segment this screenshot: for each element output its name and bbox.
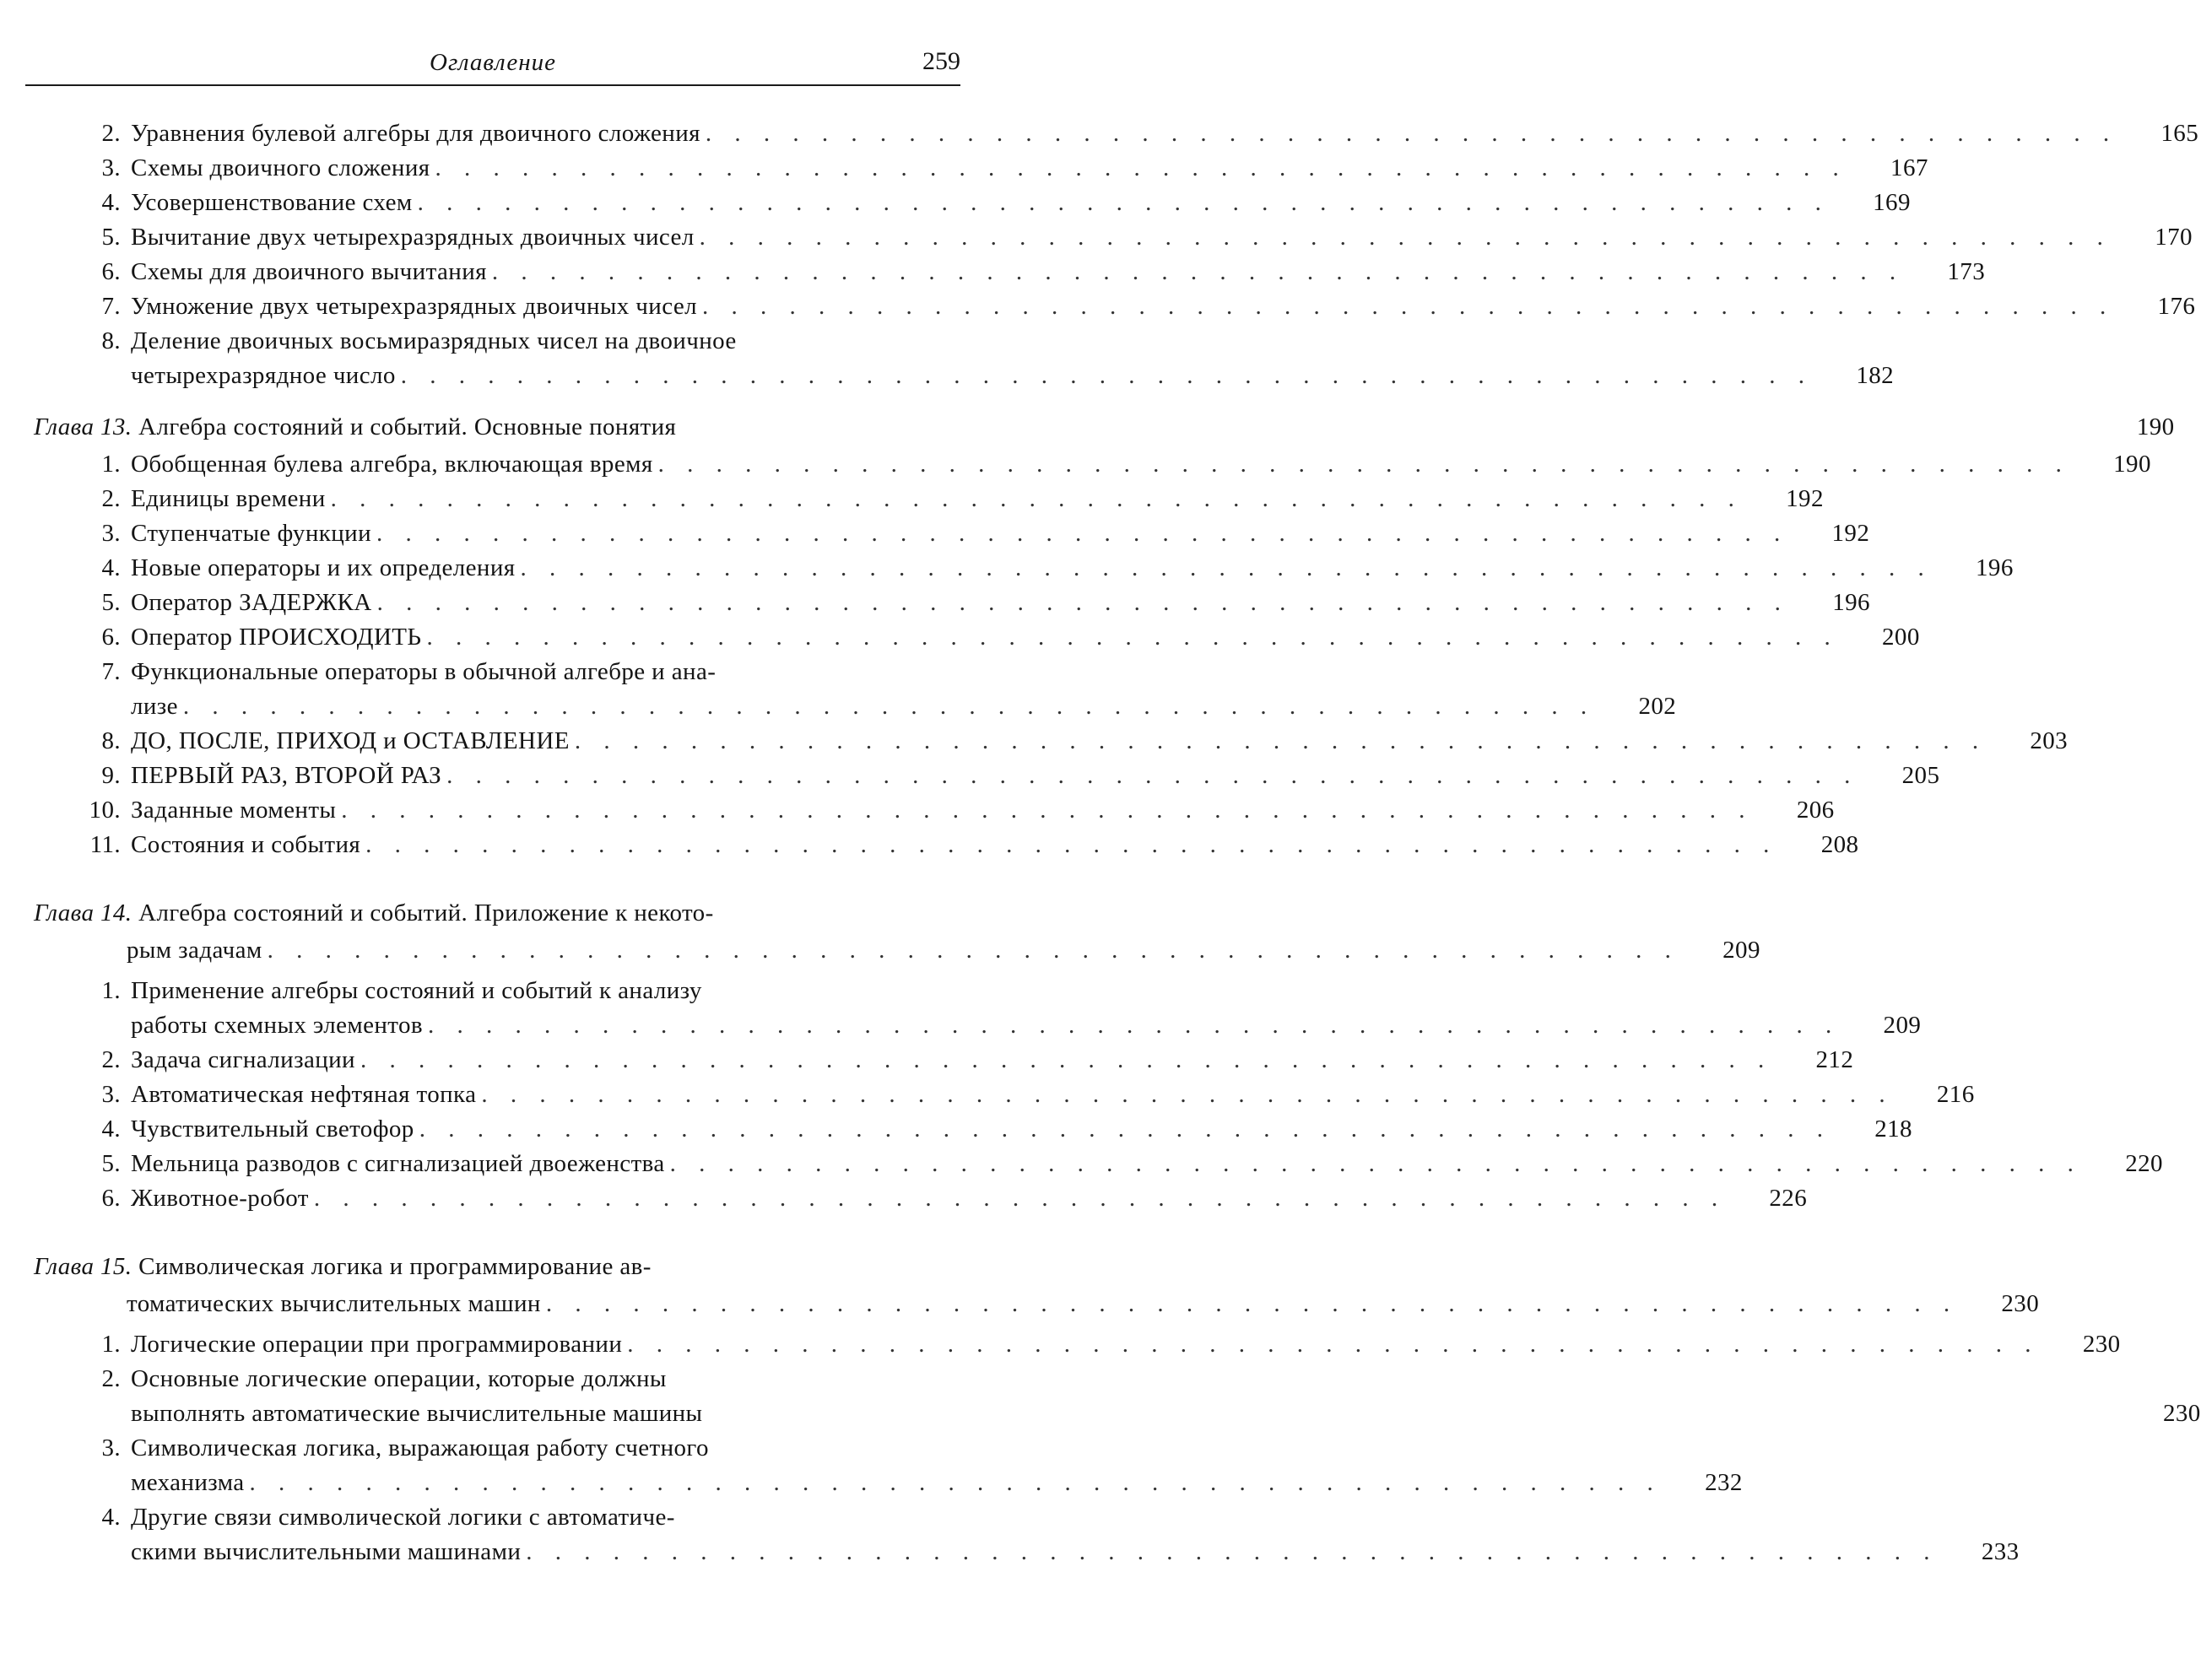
leader-dots: [360, 1043, 1772, 1078]
leader-dots: [418, 186, 1830, 220]
toc-entry: [34, 551, 2014, 586]
page-number: 259: [922, 47, 960, 75]
entry-title: Мельница разводов с сигнализацией двоеженства: [131, 1150, 665, 1177]
entry-page: 216: [1936, 1081, 1975, 1108]
toc-entry: [34, 324, 1895, 393]
toc-entry: [34, 1500, 2020, 1569]
toc-entry: [34, 1112, 1912, 1147]
leader-dots: [575, 724, 1987, 759]
chapter-12-continued: [34, 116, 2199, 393]
entry-title: Новые операторы и их определения: [131, 554, 516, 581]
entry-title: Животное-робот: [131, 1185, 309, 1212]
entry-title: Обобщенная булева алгебра, включающая время: [131, 451, 653, 478]
entry-title-line1: Функциональные операторы в обычной алгебре и ана-: [131, 658, 717, 685]
entry-page: 192: [1786, 485, 1824, 512]
leader-dots: [419, 1112, 1831, 1147]
leader-dots: [546, 1285, 1958, 1322]
chapter-15: [34, 1248, 2201, 1569]
entry-number: 3.: [101, 1081, 121, 1108]
entry-number: 9.: [101, 762, 121, 789]
leader-dots: [250, 1466, 1662, 1500]
entry-page: 167: [1890, 154, 1928, 181]
leader-dots: [183, 689, 1595, 724]
entry-page: 182: [1856, 362, 1895, 389]
entry-number: 6.: [101, 1185, 121, 1212]
chapter-heading: [34, 894, 1760, 969]
entry-page: 196: [1976, 554, 2014, 581]
toc-entry: [34, 151, 1928, 186]
toc-entry: [34, 1362, 2201, 1431]
leader-dots: [702, 289, 2114, 324]
entry-page: 226: [1769, 1185, 1808, 1212]
leader-dots: [526, 1535, 1938, 1569]
entry-title: Схемы для двоичного вычитания: [131, 258, 487, 285]
leader-dots: [376, 516, 1788, 551]
entry-page: 196: [1832, 589, 1870, 616]
entry-title: Оператор ЗАДЕРЖКА: [131, 589, 372, 616]
entry-page: 208: [1820, 831, 1859, 858]
leader-dots: [670, 1147, 2082, 1181]
entry-number: 2.: [101, 485, 121, 512]
entry-page: 170: [2155, 224, 2193, 251]
entry-page: 203: [2030, 727, 2069, 754]
leader-dots: [627, 1327, 2039, 1362]
toc-entry: [34, 447, 2151, 482]
leader-dots: [700, 220, 2112, 255]
chapter-page: 190: [2136, 413, 2175, 440]
entry-title-line1: Другие связи символической логики с автоматиче-: [131, 1504, 675, 1531]
toc-entry: [34, 482, 1824, 516]
entry-number: 2.: [101, 120, 121, 147]
entry-title-line2: четырехразрядное число: [131, 362, 396, 389]
entry-number: 4.: [101, 1504, 121, 1531]
toc-entry: [34, 974, 1922, 1043]
running-head-title: Оглавление: [430, 49, 556, 76]
entry-number: 10.: [89, 797, 121, 824]
entry-title-line1: Деление двоичных восьмиразрядных чисел на двоичное: [131, 327, 737, 354]
entry-title: Чувствительный светофор: [131, 1115, 414, 1143]
chapter-13: [34, 408, 2175, 862]
toc-entry: [34, 116, 2199, 151]
entry-number: 5.: [101, 224, 121, 251]
entry-page: 190: [2113, 451, 2151, 478]
toc-entry: [34, 759, 1940, 793]
entry-title: Усовершенствование схем: [131, 189, 413, 216]
entry-number: 5.: [101, 589, 121, 616]
toc-entry: [34, 186, 1911, 220]
toc-entry: [34, 1431, 1743, 1500]
chapter-title-line1: Символическая логика и программирование ав-: [138, 1253, 652, 1280]
running-head: [25, 47, 960, 86]
entry-number: 1.: [101, 1331, 121, 1358]
chapter-heading: [34, 408, 2175, 446]
entry-title: Схемы двоичного сложения: [131, 154, 430, 181]
entry-page: 220: [2125, 1150, 2163, 1177]
chapter-title: Алгебра состояний и событий. Основные понятия: [138, 413, 677, 440]
toc-entry: [34, 1327, 2121, 1362]
entry-page: 230: [2082, 1331, 2121, 1358]
entry-title: Вычитание двух четырехразрядных двоичных чисел: [131, 224, 695, 251]
entry-number: 6.: [101, 624, 121, 651]
leader-dots: [446, 759, 1858, 793]
toc-entry: [34, 724, 2069, 759]
entry-page: 209: [1883, 1012, 1922, 1039]
entry-title: ДО, ПОСЛЕ, ПРИХОД и ОСТАВЛЕНИЕ: [131, 727, 570, 754]
entry-number: 11.: [89, 831, 121, 858]
leader-dots: [435, 151, 1847, 186]
entry-page: 205: [1901, 762, 1940, 789]
entry-title: Умножение двух четырехразрядных двоичных чисел: [131, 293, 697, 320]
entry-title: Уравнения булевой алгебры для двоичного сложения: [131, 120, 700, 147]
toc-entry: [34, 1181, 1808, 1216]
entry-number: 4.: [101, 189, 121, 216]
entry-number: 8.: [101, 327, 121, 354]
entry-title-line2: скими вычислительными машинами: [131, 1538, 522, 1565]
entry-number: 5.: [101, 1150, 121, 1177]
chapter-title-line2: томатических вычислительных машин: [127, 1290, 541, 1317]
chapter-label: Глава 13.: [34, 413, 132, 440]
entry-number: 4.: [101, 554, 121, 581]
entry-page: 200: [1882, 624, 1920, 651]
chapter-heading: [34, 1248, 2040, 1322]
entry-page: 176: [2157, 293, 2196, 320]
leader-dots: [341, 793, 1753, 828]
entry-number: 3.: [101, 1434, 121, 1461]
entry-title: ПЕРВЫЙ РАЗ, ВТОРОЙ РАЗ: [131, 762, 442, 789]
leader-dots: [401, 359, 1813, 393]
table-of-contents: [34, 116, 2201, 1602]
entry-number: 7.: [101, 658, 121, 685]
chapter-14: [34, 894, 2163, 1216]
entry-page: 232: [1705, 1469, 1743, 1496]
chapter-label: Глава 15.: [34, 1253, 132, 1280]
entry-page: 192: [1831, 520, 1870, 547]
entry-number: 1.: [101, 977, 121, 1004]
toc-entry: [34, 1147, 2163, 1181]
leader-dots: [428, 1008, 1840, 1043]
entry-title: Состояния и события: [131, 831, 361, 858]
entry-title: Заданные моменты: [131, 797, 337, 824]
toc-entry: [34, 586, 1870, 620]
toc-entry: [34, 655, 1677, 724]
entry-number: 1.: [101, 451, 121, 478]
toc-entry: [34, 289, 2196, 324]
entry-title: Автоматическая нефтяная топка: [131, 1081, 477, 1108]
leader-dots: [706, 116, 2117, 151]
entry-page: 206: [1796, 797, 1835, 824]
toc-entry: [34, 1078, 1975, 1112]
entry-title: Задача сигнализации: [131, 1046, 355, 1073]
toc-entry: [34, 220, 2193, 255]
entry-title-line2: работы схемных элементов: [131, 1012, 423, 1039]
leader-dots: [481, 1078, 1893, 1112]
leader-dots: [520, 551, 1932, 586]
entry-page: 169: [1873, 189, 1911, 216]
entry-page: 165: [2160, 120, 2199, 147]
entry-page: 230: [2162, 1400, 2201, 1427]
entry-number: 3.: [101, 520, 121, 547]
entry-title: Оператор ПРОИСХОДИТЬ: [131, 624, 422, 651]
entry-number: 7.: [101, 293, 121, 320]
entry-title-line2: лизе: [131, 693, 178, 720]
entry-page: 218: [1874, 1115, 1912, 1143]
entry-title-line2: выполнять автоматические вычислительные машины: [131, 1400, 703, 1427]
chapter-label: Глава 14.: [34, 899, 132, 926]
toc-entry: [34, 620, 1920, 655]
leader-dots: [658, 447, 2070, 482]
leader-dots: [492, 255, 1904, 289]
toc-entry: [34, 828, 1859, 862]
toc-entry: [34, 1043, 1854, 1078]
entry-number: 6.: [101, 258, 121, 285]
leader-dots: [377, 586, 1789, 620]
entry-number: 3.: [101, 154, 121, 181]
leader-dots: [426, 620, 1838, 655]
toc-entry: [34, 793, 1835, 828]
entry-number: 2.: [101, 1046, 121, 1073]
entry-title-line1: Применение алгебры состояний и событий к анализу: [131, 977, 702, 1004]
entry-page: 173: [1947, 258, 1986, 285]
chapter-page: 209: [1722, 937, 1760, 964]
entry-title: Единицы времени: [131, 485, 326, 512]
entry-page: 233: [1981, 1538, 2020, 1565]
entry-title-line2: механизма: [131, 1469, 245, 1496]
toc-entry: [34, 516, 1870, 551]
toc-entry: [34, 255, 1986, 289]
entry-number: 8.: [101, 727, 121, 754]
entry-title: Ступенчатые функции: [131, 520, 371, 547]
entry-number: 4.: [101, 1115, 121, 1143]
chapter-page: 230: [2001, 1290, 2040, 1317]
entry-title-line1: Основные логические операции, которые должны: [131, 1365, 667, 1392]
entry-number: 2.: [101, 1365, 121, 1392]
entry-page: 202: [1638, 693, 1677, 720]
leader-dots: [365, 828, 1777, 862]
leader-dots: [314, 1181, 1726, 1216]
entry-page: 212: [1815, 1046, 1854, 1073]
entry-title: Логические операции при программировании: [131, 1331, 623, 1358]
chapter-title-line2: рым задачам: [127, 937, 262, 964]
entry-title-line1: Символическая логика, выражающая работу счетного: [131, 1434, 709, 1461]
leader-dots: [268, 932, 1679, 969]
chapter-title-line1: Алгебра состояний и событий. Приложение к некото-: [138, 899, 714, 926]
leader-dots: [331, 482, 1743, 516]
